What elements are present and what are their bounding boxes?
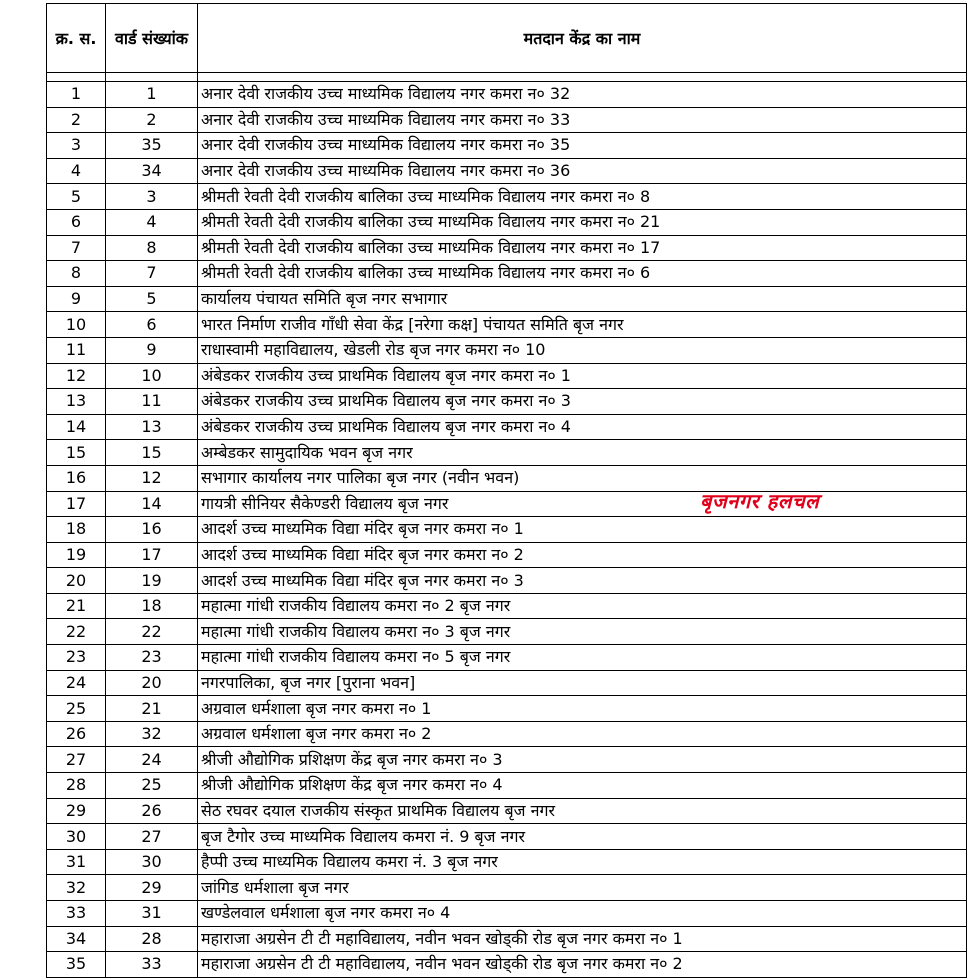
table-row — [47, 337, 967, 363]
serial-number-cell: 22 — [47, 619, 106, 645]
serial-number-cell: 1 — [47, 82, 106, 108]
polling-centre-name-cell: अनार देवी राजकीय उच्च माध्यमिक विद्यालय नगर कमरा न० 35 — [198, 133, 967, 159]
polling-centre-name-cell: अनार देवी राजकीय उच्च माध्यमिक विद्यालय नगर कमरा न० 36 — [198, 158, 967, 184]
serial-number-cell: 25 — [47, 696, 106, 722]
serial-number-cell: 30 — [47, 824, 106, 850]
table-row — [47, 593, 967, 619]
table-row — [47, 849, 967, 875]
polling-centre-name-cell: हैप्पी उच्च माध्यमिक विद्यालय कमरा नं. 3 बृज नगर — [198, 849, 967, 875]
serial-number-cell: 29 — [47, 798, 106, 824]
table-row — [47, 312, 967, 338]
serial-number-cell: 4 — [47, 158, 106, 184]
ward-number-cell: 13 — [106, 414, 198, 440]
serial-number-cell: 16 — [47, 465, 106, 491]
polling-centre-name-cell: सेठ रघवर दयाल राजकीय संस्कृत प्राथमिक विद्यालय बृज नगर — [198, 798, 967, 824]
polling-centre-name-cell: अग्रवाल धर्मशाला बृज नगर कमरा न० 1 — [198, 696, 967, 722]
ward-number-cell: 35 — [106, 133, 198, 159]
polling-centre-name-cell: गायत्री सीनियर सैकेण्डरी विद्यालय बृज नगर — [198, 491, 967, 517]
polling-centre-name-cell: अनार देवी राजकीय उच्च माध्यमिक विद्यालय नगर कमरा न० 32 — [198, 82, 967, 108]
polling-centre-name-cell: महाराजा अग्रसेन टी टी महाविद्यालय, नवीन भवन खोड्की रोड बृज नगर कमरा न० 2 — [198, 952, 967, 978]
polling-centre-name-cell: श्रीजी औद्योगिक प्रशिक्षण केंद्र बृज नगर कमरा न० 4 — [198, 773, 967, 799]
watermark-text: बृजनगर हलचल — [700, 489, 820, 513]
ward-number-cell: 33 — [106, 952, 198, 978]
polling-centre-name-cell: आदर्श उच्च माध्यमिक विद्या मंदिर बृज नगर कमरा न० 2 — [198, 542, 967, 568]
polling-centre-name-header: मतदान केंद्र का नाम — [198, 4, 967, 73]
serial-number-cell: 10 — [47, 312, 106, 338]
serial-number-cell: 20 — [47, 568, 106, 594]
ward-number-cell: 3 — [106, 184, 198, 210]
ward-number-header: वार्ड संख्यांक — [106, 4, 198, 73]
table-row — [47, 133, 967, 159]
table-row — [47, 645, 967, 671]
polling-centre-name-cell: अग्रवाल धर्मशाला बृज नगर कमरा न० 2 — [198, 721, 967, 747]
polling-centre-name-cell: बृज टैगोर उच्च माध्यमिक विद्यालय कमरा नं. 9 बृज नगर — [198, 824, 967, 850]
table-row — [47, 798, 967, 824]
serial-number-cell: 21 — [47, 593, 106, 619]
ward-number-cell: 12 — [106, 465, 198, 491]
ward-number-cell: 24 — [106, 747, 198, 773]
serial-number-cell: 19 — [47, 542, 106, 568]
ward-number-cell: 32 — [106, 721, 198, 747]
polling-centre-name-cell: जांगिड धर्मशाला बृज नगर — [198, 875, 967, 901]
polling-centre-name-cell: महात्मा गांधी राजकीय विद्यालय कमरा न० 2 बृज नगर — [198, 593, 967, 619]
serial-number-cell: 17 — [47, 491, 106, 517]
table-row — [47, 952, 967, 978]
ward-number-cell: 23 — [106, 645, 198, 671]
polling-centre-name-cell: अम्बेडकर सामुदायिक भवन बृज नगर — [198, 440, 967, 466]
polling-centre-name-cell: कार्यालय पंचायत समिति बृज नगर सभागार — [198, 286, 967, 312]
table-row — [47, 465, 967, 491]
header-row — [47, 4, 967, 73]
ward-number-cell: 8 — [106, 235, 198, 261]
spacer-row — [47, 73, 967, 82]
polling-centre-name-cell: अनार देवी राजकीय उच्च माध्यमिक विद्यालय नगर कमरा न० 33 — [198, 107, 967, 133]
ward-number-cell: 18 — [106, 593, 198, 619]
ward-number-cell: 10 — [106, 363, 198, 389]
polling-centre-name-cell: श्रीमती रेवती देवी राजकीय बालिका उच्च माध्यमिक विद्यालय नगर कमरा न० 21 — [198, 209, 967, 235]
polling-centre-name-cell: आदर्श उच्च माध्यमिक विद्या मंदिर बृज नगर कमरा न० 1 — [198, 517, 967, 543]
table-row — [47, 619, 967, 645]
table-row — [47, 184, 967, 210]
serial-number-cell: 24 — [47, 670, 106, 696]
polling-centre-name-cell: भारत निर्माण राजीव गाँधी सेवा केंद्र [नरेगा कक्ष] पंचायत समिति बृज नगर — [198, 312, 967, 338]
polling-centre-table — [46, 3, 967, 978]
polling-centre-name-cell: नगरपालिका, बृज नगर [पुराना भवन] — [198, 670, 967, 696]
polling-centre-name-cell: श्रीमती रेवती देवी राजकीय बालिका उच्च माध्यमिक विद्यालय नगर कमरा न० 8 — [198, 184, 967, 210]
polling-centre-name-cell: अंबेडकर राजकीय उच्च प्राथमिक विद्यालय बृज नगर कमरा न० 3 — [198, 389, 967, 415]
ward-number-cell: 20 — [106, 670, 198, 696]
table-row — [47, 901, 967, 927]
table-row — [47, 670, 967, 696]
serial-number-cell: 28 — [47, 773, 106, 799]
ward-number-cell: 27 — [106, 824, 198, 850]
ward-number-cell: 28 — [106, 926, 198, 952]
table-row — [47, 414, 967, 440]
serial-number-cell: 2 — [47, 107, 106, 133]
table-row — [47, 107, 967, 133]
table-row — [47, 261, 967, 287]
table-row — [47, 235, 967, 261]
table-row — [47, 542, 967, 568]
polling-centre-name-cell: खण्डेलवाल धर्मशाला बृज नगर कमरा न० 4 — [198, 901, 967, 927]
serial-number-cell: 9 — [47, 286, 106, 312]
serial-number-cell: 14 — [47, 414, 106, 440]
table-row — [47, 721, 967, 747]
serial-number-cell: 18 — [47, 517, 106, 543]
table-row — [47, 773, 967, 799]
ward-number-cell: 14 — [106, 491, 198, 517]
serial-number-cell: 7 — [47, 235, 106, 261]
polling-centre-name-cell: श्रीमती रेवती देवी राजकीय बालिका उच्च माध्यमिक विद्यालय नगर कमरा न० 17 — [198, 235, 967, 261]
ward-number-cell: 22 — [106, 619, 198, 645]
polling-centre-name-cell: अंबेडकर राजकीय उच्च प्राथमिक विद्यालय बृज नगर कमरा न० 4 — [198, 414, 967, 440]
ward-number-cell: 34 — [106, 158, 198, 184]
serial-number-cell: 27 — [47, 747, 106, 773]
serial-number-cell: 32 — [47, 875, 106, 901]
polling-centre-name-cell: महाराजा अग्रसेन टी टी महाविद्यालय, नवीन भवन खोड्की रोड बृज नगर कमरा न० 1 — [198, 926, 967, 952]
table-row — [47, 363, 967, 389]
polling-centre-sheet — [46, 3, 966, 978]
serial-number-cell: 5 — [47, 184, 106, 210]
serial-number-cell: 11 — [47, 337, 106, 363]
table-row — [47, 286, 967, 312]
table-row — [47, 824, 967, 850]
ward-number-cell: 16 — [106, 517, 198, 543]
polling-centre-name-cell: राधास्वामी महाविद्यालय, खेडली रोड बृज नगर कमरा न० 10 — [198, 337, 967, 363]
table-row — [47, 389, 967, 415]
ward-number-cell: 2 — [106, 107, 198, 133]
table-row — [47, 747, 967, 773]
ward-number-cell: 6 — [106, 312, 198, 338]
table-body — [47, 73, 967, 978]
serial-number-cell: 6 — [47, 209, 106, 235]
ward-number-cell: 1 — [106, 82, 198, 108]
serial-number-cell: 13 — [47, 389, 106, 415]
table-row — [47, 696, 967, 722]
serial-number-cell: 31 — [47, 849, 106, 875]
table-row — [47, 517, 967, 543]
table-row — [47, 440, 967, 466]
ward-number-cell: 19 — [106, 568, 198, 594]
table-row — [47, 491, 967, 517]
ward-number-cell: 4 — [106, 209, 198, 235]
polling-centre-name-cell: महात्मा गांधी राजकीय विद्यालय कमरा न० 5 बृज नगर — [198, 645, 967, 671]
ward-number-cell: 29 — [106, 875, 198, 901]
ward-number-cell: 7 — [106, 261, 198, 287]
serial-number-cell: 8 — [47, 261, 106, 287]
serial-number-cell: 12 — [47, 363, 106, 389]
table-row — [47, 875, 967, 901]
ward-number-cell: 15 — [106, 440, 198, 466]
ward-number-cell: 11 — [106, 389, 198, 415]
polling-centre-name-cell: आदर्श उच्च माध्यमिक विद्या मंदिर बृज नगर कमरा न० 3 — [198, 568, 967, 594]
ward-number-cell: 21 — [106, 696, 198, 722]
polling-centre-name-cell: श्रीमती रेवती देवी राजकीय बालिका उच्च माध्यमिक विद्यालय नगर कमरा न० 6 — [198, 261, 967, 287]
serial-number-cell: 15 — [47, 440, 106, 466]
ward-number-cell: 25 — [106, 773, 198, 799]
serial-number-cell: 3 — [47, 133, 106, 159]
serial-number-cell: 33 — [47, 901, 106, 927]
table-row — [47, 158, 967, 184]
serial-number-cell: 35 — [47, 952, 106, 978]
table-row — [47, 209, 967, 235]
table-row — [47, 926, 967, 952]
polling-centre-name-cell: अंबेडकर राजकीय उच्च प्राथमिक विद्यालय बृज नगर कमरा न० 1 — [198, 363, 967, 389]
polling-centre-name-cell: श्रीजी औद्योगिक प्रशिक्षण केंद्र बृज नगर कमरा न० 3 — [198, 747, 967, 773]
serial-number-cell: 34 — [47, 926, 106, 952]
ward-number-cell: 5 — [106, 286, 198, 312]
ward-number-cell: 31 — [106, 901, 198, 927]
polling-centre-name-cell: महात्मा गांधी राजकीय विद्यालय कमरा न० 3 बृज नगर — [198, 619, 967, 645]
table-row — [47, 82, 967, 108]
ward-number-cell: 17 — [106, 542, 198, 568]
serial-number-cell: 23 — [47, 645, 106, 671]
ward-number-cell: 30 — [106, 849, 198, 875]
table-row — [47, 568, 967, 594]
serial-number-cell: 26 — [47, 721, 106, 747]
polling-centre-name-cell: सभागार कार्यालय नगर पालिका बृज नगर (नवीन भवन) — [198, 465, 967, 491]
serial-number-header: क्र. स. — [47, 4, 106, 73]
ward-number-cell: 9 — [106, 337, 198, 363]
ward-number-cell: 26 — [106, 798, 198, 824]
